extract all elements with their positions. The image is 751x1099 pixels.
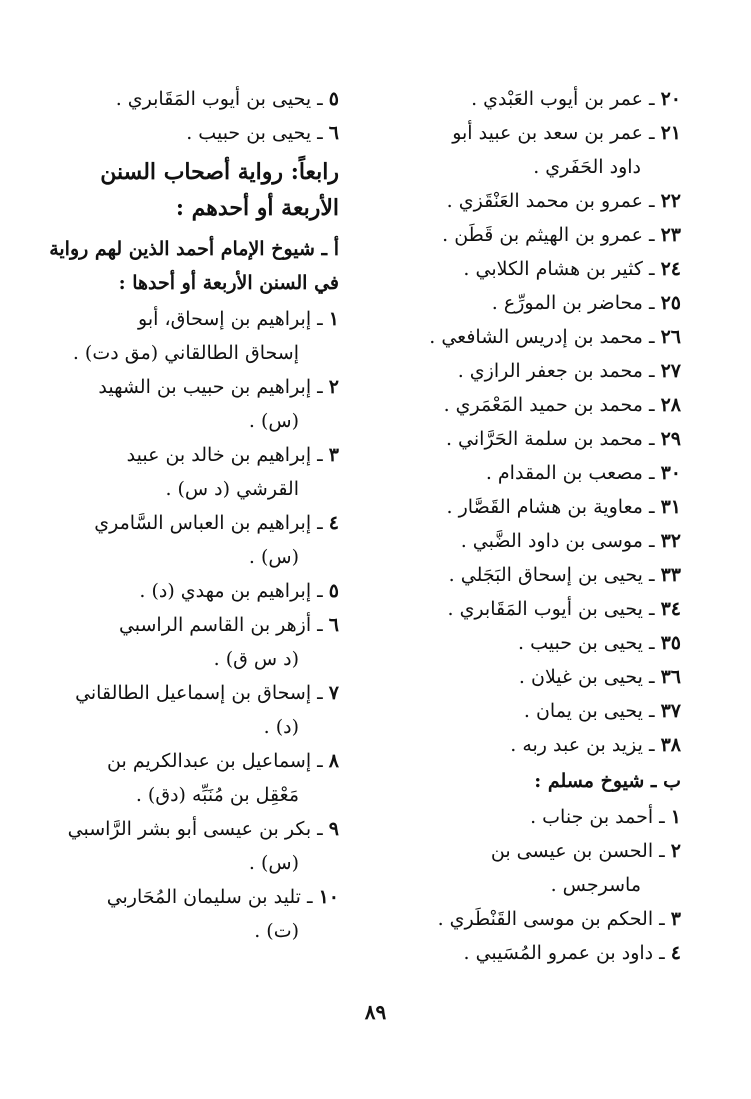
entry-text: أحمد بن جناب . — [530, 806, 654, 828]
entry-first-line: ١ ـ أحمد بن جناب . — [530, 806, 681, 828]
left-column — [39, 82, 339, 948]
entry-text: يحيى بن حبيب . — [518, 632, 643, 654]
entry-first-line: ٢٣ ـ عمرو بن الهيثم بن قَطَن . — [442, 224, 681, 246]
entry-number: ٢٢ — [660, 190, 681, 212]
entry-number: ١ — [328, 308, 339, 330]
entry-first-line: ٣١ ـ معاوية بن هشام القَصَّار . — [446, 496, 681, 518]
entry-first-line: ٢١ ـ عمر بن سعد بن عبيد أبو — [452, 122, 681, 144]
list-entry — [381, 320, 681, 354]
entry-number: ٦ — [328, 614, 339, 636]
list-entry — [39, 676, 339, 744]
entry-text: كثير بن هشام الكلابي . — [463, 258, 643, 280]
list-entry — [381, 184, 681, 218]
entry-text: إسماعيل بن عبدالكريم بن — [107, 750, 312, 772]
entry-text: إبراهيم بن خالد بن عبيد — [126, 444, 312, 466]
entry-number: ٥ — [328, 580, 339, 602]
entry-first-line: ٢٧ ـ محمد بن جعفر الرازي . — [457, 360, 681, 382]
list-entry — [39, 880, 339, 948]
list-entry — [381, 660, 681, 694]
entry-first-line: ٤ ـ داود بن عمرو المُسَيبي . — [463, 942, 681, 964]
left-list-b — [39, 302, 339, 948]
right-subheading: ب ـ شيوخ مسلم : — [534, 770, 681, 792]
entry-continuation: (س) . — [248, 410, 299, 432]
entry-first-line: ٢٠ ـ عمر بن أيوب العَبْدي . — [471, 88, 681, 110]
list-entry — [39, 82, 339, 116]
entry-continuation: داود الحَفَري . — [533, 156, 641, 178]
list-entry — [381, 592, 681, 626]
entry-text: بكر بن عيسى أبو بشر الرَّاسبي — [67, 818, 312, 840]
entry-first-line: ٣٠ ـ مصعب بن المقدام . — [485, 462, 681, 484]
list-entry — [39, 812, 339, 880]
entry-continuation: إسحاق الطالقاني (مق دت) . — [72, 342, 299, 364]
entry-text: محمد بن جعفر الرازي . — [457, 360, 643, 382]
entry-first-line: ١ ـ إبراهيم بن إسحاق، أبو — [138, 308, 339, 330]
entry-number: ٨ — [328, 750, 339, 772]
entry-text: يحيى بن يمان . — [523, 700, 643, 722]
page-number: ٨٩ — [364, 1000, 387, 1024]
entry-first-line: ٤ ـ إبراهيم بن العباس السَّامري — [94, 512, 339, 534]
entry-first-line: ٦ ـ يحيى بن حبيب . — [186, 122, 339, 144]
entry-first-line: ٢٥ ـ محاضر بن المورِّع . — [491, 292, 681, 314]
entry-text: يحيى بن إسحاق البَجَلي . — [448, 564, 643, 586]
entry-text: يحيى بن حبيب . — [186, 122, 312, 144]
entry-text: موسى بن داود الضَّبي . — [460, 530, 643, 552]
entry-number: ٣١ — [660, 496, 681, 518]
list-entry — [381, 834, 681, 902]
list-entry — [39, 302, 339, 370]
entry-number: ١٠ — [318, 886, 339, 908]
entry-continuation: (د س ق) . — [213, 648, 299, 670]
entry-text: إبراهيم بن العباس السَّامري — [94, 512, 312, 534]
entry-number: ٣٣ — [660, 564, 681, 586]
left-subheading: أ ـ شيوخ الإمام أحمد الذين لهم رواية في السنن الأربعة أو أحدها : — [49, 238, 339, 294]
list-entry — [381, 728, 681, 762]
entry-first-line: ٢٦ ـ محمد بن إدريس الشافعي . — [429, 326, 681, 348]
list-entry — [381, 626, 681, 660]
entry-number: ٢ — [328, 376, 339, 398]
list-entry — [381, 252, 681, 286]
entry-first-line: ٣ ـ الحكم بن موسى القَنْطَري . — [437, 908, 681, 930]
entry-number: ٩ — [328, 818, 339, 840]
list-entry — [381, 490, 681, 524]
entry-number: ٢٣ — [660, 224, 681, 246]
list-entry — [381, 558, 681, 592]
entry-number: ٣٦ — [660, 666, 681, 688]
entry-first-line: ٢٨ ـ محمد بن حميد المَعْمَري . — [443, 394, 681, 416]
entry-first-line: ٣٦ ـ يحيى بن غيلان . — [518, 666, 681, 688]
list-entry — [39, 370, 339, 438]
entry-continuation: مَعْقِل بن مُنَبِّه (دق) . — [135, 784, 299, 806]
entry-text: عمرو بن الهيثم بن قَطَن . — [442, 224, 643, 246]
entry-number: ٢١ — [660, 122, 681, 144]
list-entry — [381, 800, 681, 834]
entry-number: ٢ — [670, 840, 681, 862]
entry-text: أزهر بن القاسم الراسبي — [118, 614, 312, 636]
entry-text: مصعب بن المقدام . — [485, 462, 643, 484]
entry-number: ٣ — [328, 444, 339, 466]
list-entry — [39, 506, 339, 574]
entry-number: ٣٤ — [660, 598, 681, 620]
entry-continuation: ماسرجس . — [550, 874, 641, 896]
entry-number: ٣ — [670, 908, 681, 930]
entry-text: عمر بن سعد بن عبيد أبو — [452, 122, 643, 144]
entry-number: ٣٥ — [660, 632, 681, 654]
entry-text: محمد بن سلمة الحَرَّاني . — [445, 428, 643, 450]
entry-first-line: ٣٤ ـ يحيى بن أيوب المَقَابري . — [447, 598, 681, 620]
entry-number: ٢٥ — [660, 292, 681, 314]
entry-text: عمر بن أيوب العَبْدي . — [471, 88, 643, 110]
list-entry — [381, 902, 681, 936]
entry-first-line: ٣٧ ـ يحيى بن يمان . — [523, 700, 681, 722]
right-column — [381, 82, 681, 970]
entry-text: محاضر بن المورِّع . — [491, 292, 643, 314]
right-list-a — [381, 82, 681, 762]
entry-number: ٣٧ — [660, 700, 681, 722]
entry-number: ٢٤ — [660, 258, 681, 280]
entry-number: ٣٠ — [660, 462, 681, 484]
entry-number: ٢٧ — [660, 360, 681, 382]
list-entry — [381, 694, 681, 728]
list-entry — [381, 524, 681, 558]
list-entry — [39, 744, 339, 812]
entry-number: ٢٠ — [660, 88, 681, 110]
entry-number: ٦ — [328, 122, 339, 144]
list-entry — [39, 116, 339, 150]
list-entry — [39, 574, 339, 608]
entry-continuation: (ت) . — [254, 920, 299, 942]
entry-number: ٣٨ — [660, 734, 681, 756]
entry-number: ٥ — [328, 88, 339, 110]
entry-first-line: ٣٥ ـ يحيى بن حبيب . — [518, 632, 681, 654]
entry-number: ٢٨ — [660, 394, 681, 416]
entry-first-line: ٥ ـ إبراهيم بن مهدي (د) . — [139, 580, 339, 602]
list-entry — [381, 218, 681, 252]
entry-continuation: القرشي (د س) . — [165, 478, 299, 500]
entry-number: ٤ — [328, 512, 339, 534]
list-entry — [39, 438, 339, 506]
list-entry — [381, 354, 681, 388]
entry-text: معاوية بن هشام القَصَّار . — [446, 496, 643, 518]
entry-first-line: ٣٣ ـ يحيى بن إسحاق البَجَلي . — [448, 564, 681, 586]
list-entry — [381, 936, 681, 970]
list-entry — [381, 456, 681, 490]
entry-continuation: (د) . — [263, 716, 299, 738]
list-entry — [381, 286, 681, 320]
entry-text: الحكم بن موسى القَنْطَري . — [437, 908, 654, 930]
entry-number: ٤ — [670, 942, 681, 964]
entry-text: عمرو بن محمد العَنْقَزي . — [446, 190, 643, 212]
entry-first-line: ٢٢ ـ عمرو بن محمد العَنْقَزي . — [446, 190, 681, 212]
entry-first-line: ٩ ـ بكر بن عيسى أبو بشر الرَّاسبي — [67, 818, 339, 840]
entry-text: الحسن بن عيسى بن — [490, 840, 654, 862]
entry-number: ٣٢ — [660, 530, 681, 552]
entry-continuation: (س) . — [248, 852, 299, 874]
right-list-b — [381, 800, 681, 970]
entry-first-line: ٨ ـ إسماعيل بن عبدالكريم بن — [107, 750, 339, 772]
entry-number: ٢٦ — [660, 326, 681, 348]
entry-number: ٧ — [328, 682, 339, 704]
entry-first-line: ٦ ـ أزهر بن القاسم الراسبي — [118, 614, 339, 636]
entry-text: يحيى بن أيوب المَقَابري . — [447, 598, 643, 620]
entry-first-line: ٣٨ ـ يزيد بن عبد ربه . — [510, 734, 681, 756]
entry-text: يزيد بن عبد ربه . — [510, 734, 643, 756]
entry-text: محمد بن إدريس الشافعي . — [429, 326, 643, 348]
entry-continuation: (س) . — [248, 546, 299, 568]
entry-text: داود بن عمرو المُسَيبي . — [463, 942, 654, 964]
entry-first-line: ٢٤ ـ كثير بن هشام الكلابي . — [463, 258, 681, 280]
entry-number: ٢٩ — [660, 428, 681, 450]
entry-first-line: ١٠ ـ تليد بن سليمان المُحَاربي — [106, 886, 339, 908]
entry-first-line: ٣ ـ إبراهيم بن خالد بن عبيد — [126, 444, 339, 466]
section-heading: رابعاً: رواية أصحاب السنن الأربعة أو أحدهم : — [100, 159, 339, 221]
list-entry — [39, 608, 339, 676]
entry-text: إسحاق بن إسماعيل الطالقاني — [75, 682, 312, 704]
list-entry — [381, 116, 681, 184]
list-entry — [381, 422, 681, 456]
entry-text: محمد بن حميد المَعْمَري . — [443, 394, 643, 416]
entry-text: تليد بن سليمان المُحَاربي — [106, 886, 301, 908]
entry-first-line: ٢ ـ إبراهيم بن حبيب بن الشهيد — [98, 376, 339, 398]
entry-text: إبراهيم بن حبيب بن الشهيد — [98, 376, 312, 398]
entry-text: إبراهيم بن إسحاق، أبو — [138, 308, 312, 330]
list-entry — [381, 388, 681, 422]
entry-first-line: ٣٢ ـ موسى بن داود الضَّبي . — [460, 530, 681, 552]
entry-first-line: ٥ ـ يحيى بن أيوب المَقَابري . — [115, 88, 339, 110]
entry-text: يحيى بن أيوب المَقَابري . — [115, 88, 312, 110]
left-list-a — [39, 82, 339, 150]
entry-number: ١ — [670, 806, 681, 828]
entry-first-line: ٢٩ ـ محمد بن سلمة الحَرَّاني . — [445, 428, 681, 450]
entry-first-line: ٧ ـ إسحاق بن إسماعيل الطالقاني — [75, 682, 339, 704]
list-entry — [381, 82, 681, 116]
entry-text: يحيى بن غيلان . — [518, 666, 643, 688]
entry-text: إبراهيم بن مهدي (د) . — [139, 580, 312, 602]
entry-first-line: ٢ ـ الحسن بن عيسى بن — [490, 840, 681, 862]
